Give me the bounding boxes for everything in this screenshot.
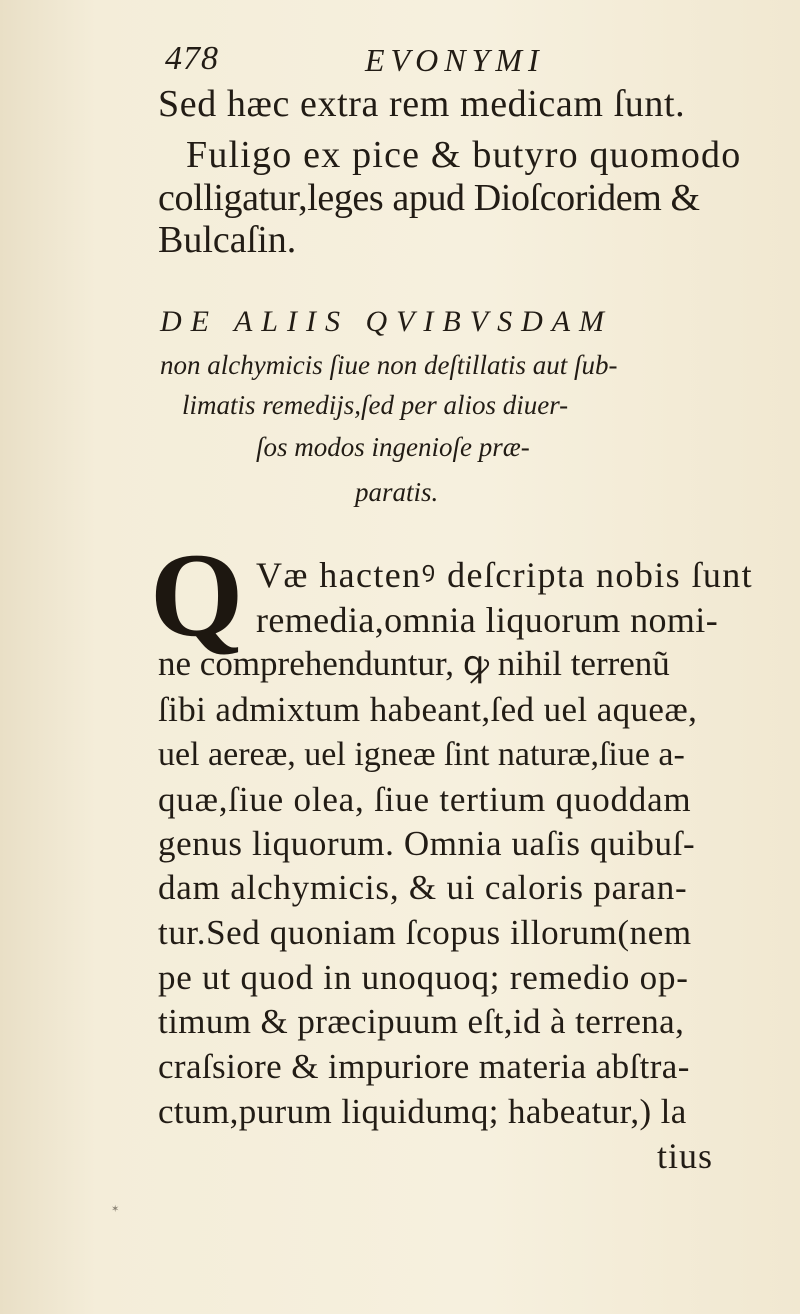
paragraph-line: ſibi admixtum habeant,ſed uel aqueæ, [158, 690, 698, 729]
section-heading-line: ſos modos ingenioſe præ- [256, 432, 530, 462]
section-heading-line: limatis remedijs,ſed per alios diuer- [182, 390, 569, 420]
catchword: tius [657, 1136, 714, 1176]
text-line: Fuligo ex pice & butyro quomodo [186, 134, 742, 176]
paragraph-line: pe ut quod in unoquoq; remedio op- [158, 958, 689, 997]
paragraph-line: ctum,purum liquidumq; habeatur,) la [158, 1092, 687, 1131]
paragraph-line: remedia,omnia liquorum nomi- [256, 600, 719, 640]
paragraph-line: genus liquorum. Omnia uaſis quibuſ- [158, 824, 696, 863]
text-line: colligatur,leges apud Dioſcoridem & [158, 177, 700, 219]
paragraph-line: timum & præcipuum eſt,id à terrena, [158, 1002, 685, 1041]
section-heading-line: paratis. [355, 477, 439, 507]
paragraph-line: quæ,ſiue olea, ſiue tertium quoddam [158, 780, 692, 819]
text-line: Sed hæc extra rem medicam ſunt. [158, 83, 686, 125]
page-number: 478 [165, 40, 219, 77]
drop-capital: Q [150, 528, 244, 661]
running-head [0, 36, 800, 86]
section-heading-caps: DE ALIIS QVIBVSDAM [160, 305, 614, 338]
section-heading-line: non alchymicis ſiue non deſtillatis aut ſub- [160, 350, 618, 380]
paragraph-line: ne comprehenduntur, ꝙ nihil terrenũ [158, 644, 670, 683]
paragraph-line: craſsiore & impuriore materia abſtra- [158, 1047, 690, 1086]
paragraph-line: uel aereæ, uel igneæ ſint naturæ,ſiue a- [158, 736, 685, 773]
ink-speck: ✶ [111, 1204, 120, 1215]
text-line: Bulcaſin. [158, 219, 297, 261]
running-title: EVONYMI [365, 42, 545, 78]
paragraph-line: Væ hactenꝰ deſcripta nobis ſunt [256, 555, 754, 595]
paragraph-line: tur.Sed quoniam ſcopus illorum(nem [158, 913, 692, 952]
paragraph-line: dam alchymicis, & ui caloris paran- [158, 868, 688, 907]
